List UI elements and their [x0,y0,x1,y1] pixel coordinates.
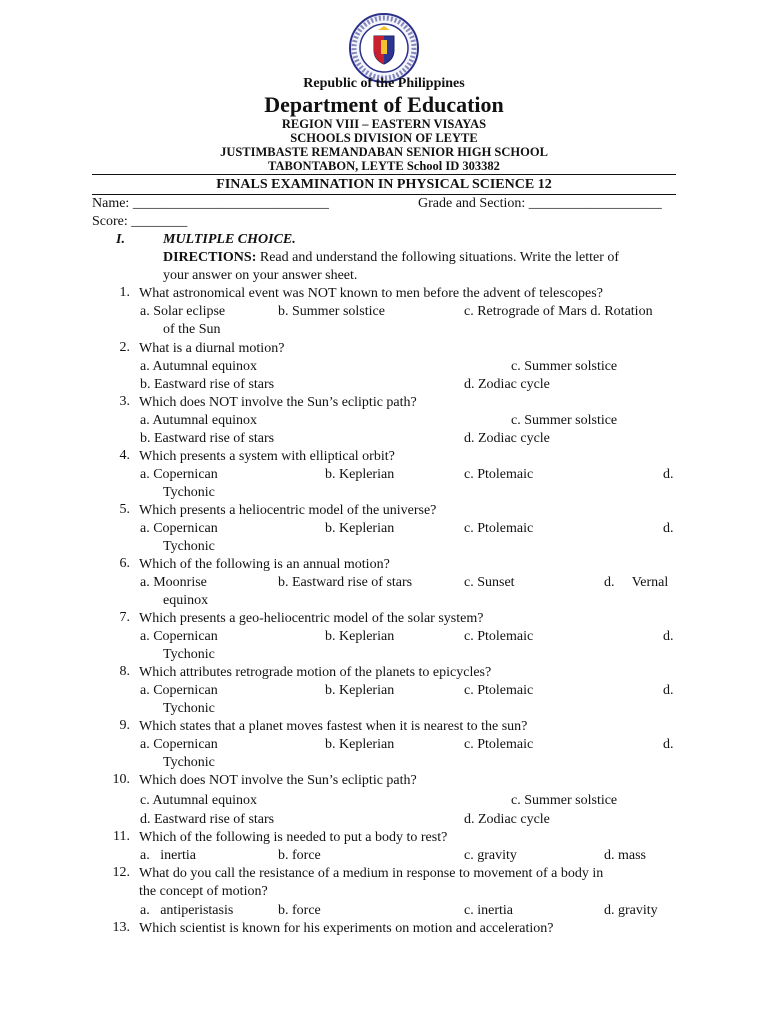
region-line: REGION VIII – EASTERN VISAYAS [281,117,487,131]
choice-a: c. Autumnal equinox [140,793,258,808]
choice-a: a. Moonrise [140,575,207,590]
directions-line-1 [163,249,619,267]
directions-text: Read and understand the following situations. Write the letter of [259,250,620,265]
deped-seal-logo [348,12,420,84]
choice-c: c. Ptolemaic [464,467,534,482]
question-text: Which states that a planet moves fastest when it is nearest to the sun? [139,719,528,734]
directions-line-2: your answer on your answer sheet. [163,268,358,283]
choice-a: a. Copernican [140,683,218,698]
choice-c: c. Summer solstice [511,793,618,808]
choice-b: b. Eastward rise of stars [140,431,275,446]
choice-d: d. Zodiac cycle [464,812,550,827]
choice-d-wrap: Tychonic [163,485,215,500]
choice-d: d. [663,683,674,698]
choice-c: c. Ptolemaic [464,683,534,698]
header-rule [92,174,676,175]
question-number: 4. [119,448,130,463]
question-number: 3. [119,394,130,409]
name-field-label: Name: ____________________________ [92,196,329,211]
question-number: 12. [112,865,130,880]
question-text: Which of the following is an annual motion? [139,557,390,572]
school-line: JUSTIMBASTE REMANDABAN SENIOR HIGH SCHOOL [220,145,548,159]
question-number: 7. [119,610,130,625]
question-text: Which presents a geo-heliocentric model of the solar system? [139,611,484,626]
choice-c: c. Summer solstice [511,413,618,428]
choice-d: d. gravity [604,903,658,918]
choice-d-wrap: Tychonic [163,701,215,716]
question-number: 9. [119,718,130,733]
question-number: 5. [119,502,130,517]
question-text: Which of the following is needed to put a body to rest? [139,830,448,845]
choice-d: d. [663,629,674,644]
address-line [0,159,768,174]
choice-b: b. Keplerian [325,467,395,482]
department-title: Department of Education [264,92,504,117]
section-title: MULTIPLE CHOICE. [163,232,296,247]
choice-d: d. Zodiac cycle [464,377,550,392]
choice-c: c. Ptolemaic [464,521,534,536]
choice-d-wrap: of the Sun [163,322,221,337]
question-text: Which presents a system with elliptical orbit? [139,449,395,464]
choice-a: a. Copernican [140,629,218,644]
question-text: What astronomical event was NOT known to men before the advent of telescopes? [139,286,603,301]
question-text: Which attributes retrograde motion of the planets to epicycles? [139,665,492,680]
question-number: 1. [119,285,130,300]
choice-d: d. [663,737,674,752]
choice-b: b. force [278,848,321,863]
choice-b: b. Summer solstice [278,304,385,319]
question-number: 6. [119,556,130,571]
republic-line: Republic of the Philippines [303,76,465,91]
grade-section-label: Grade and Section: ___________________ [418,196,662,211]
question-number: 2. [119,340,130,355]
address-text: TABONTABON, LEYTE [268,159,404,173]
choice-c: c. Ptolemaic [464,737,534,752]
division-line: SCHOOLS DIVISION OF LEYTE [290,131,478,145]
choice-a: a. Copernican [140,737,218,752]
choice-c: c. Ptolemaic [464,629,534,644]
score-field-label: Score: ________ [92,214,188,229]
exam-title: FINALS EXAMINATION IN PHYSICAL SCIENCE 12 [216,177,552,192]
choice-b: b. force [278,903,321,918]
choice-a: a. Autumnal equinox [140,359,258,374]
question-number: 10. [112,772,130,787]
choice-b: b. Keplerian [325,521,395,536]
choice-b: b. Eastward rise of stars [140,377,275,392]
question-number: 11. [113,829,130,844]
choice-a: a. Solar eclipse [140,304,226,319]
choice-b: b. Eastward rise of stars [278,575,413,590]
choice-b: b. Keplerian [325,737,395,752]
choice-d: d. Vernal [604,575,669,590]
choice-b: d. Eastward rise of stars [140,812,275,827]
question-text: Which presents a heliocentric model of the universe? [139,503,437,518]
question-text-cont: the concept of motion? [139,884,268,899]
choice-d: d. [663,467,674,482]
choice-d-wrap: Tychonic [163,647,215,662]
choice-a: a. Copernican [140,521,218,536]
question-text: What do you call the resistance of a medium in response to movement of a body in [139,866,604,881]
question-text: Which does NOT involve the Sun’s ecliptic path? [139,773,417,788]
question-text: What is a diurnal motion? [139,341,285,356]
choice-d-wrap: Tychonic [163,755,215,770]
question-number: 8. [119,664,130,679]
choice-c: c. Sunset [464,575,515,590]
choice-b: b. Keplerian [325,683,395,698]
choice-d: d. Zodiac cycle [464,431,550,446]
school-id: School ID 303382 [406,159,500,173]
choice-d-wrap: equinox [163,593,209,608]
choice-a: a. antiperistasis [140,903,234,918]
choice-c: c. Summer solstice [511,359,618,374]
choice-b: b. Keplerian [325,629,395,644]
choice-d: d. mass [604,848,646,863]
directions-label: DIRECTIONS: [163,250,257,265]
question-text: Which scientist is known for his experiments on motion and acceleration? [139,921,554,936]
choice-a: a. Copernican [140,467,218,482]
question-number: 13. [112,920,130,935]
choice-d-wrap: Tychonic [163,539,215,554]
choice-c: c. gravity [464,848,517,863]
choice-c: c. Retrograde of Mars d. Rotation [464,304,653,319]
choice-c: c. inertia [464,903,513,918]
choice-a: a. inertia [140,848,196,863]
question-text: Which does NOT involve the Sun’s ecliptic path? [139,395,417,410]
choice-d: d. [663,521,674,536]
choice-a: a. Autumnal equinox [140,413,258,428]
section-roman: I. [116,232,125,247]
